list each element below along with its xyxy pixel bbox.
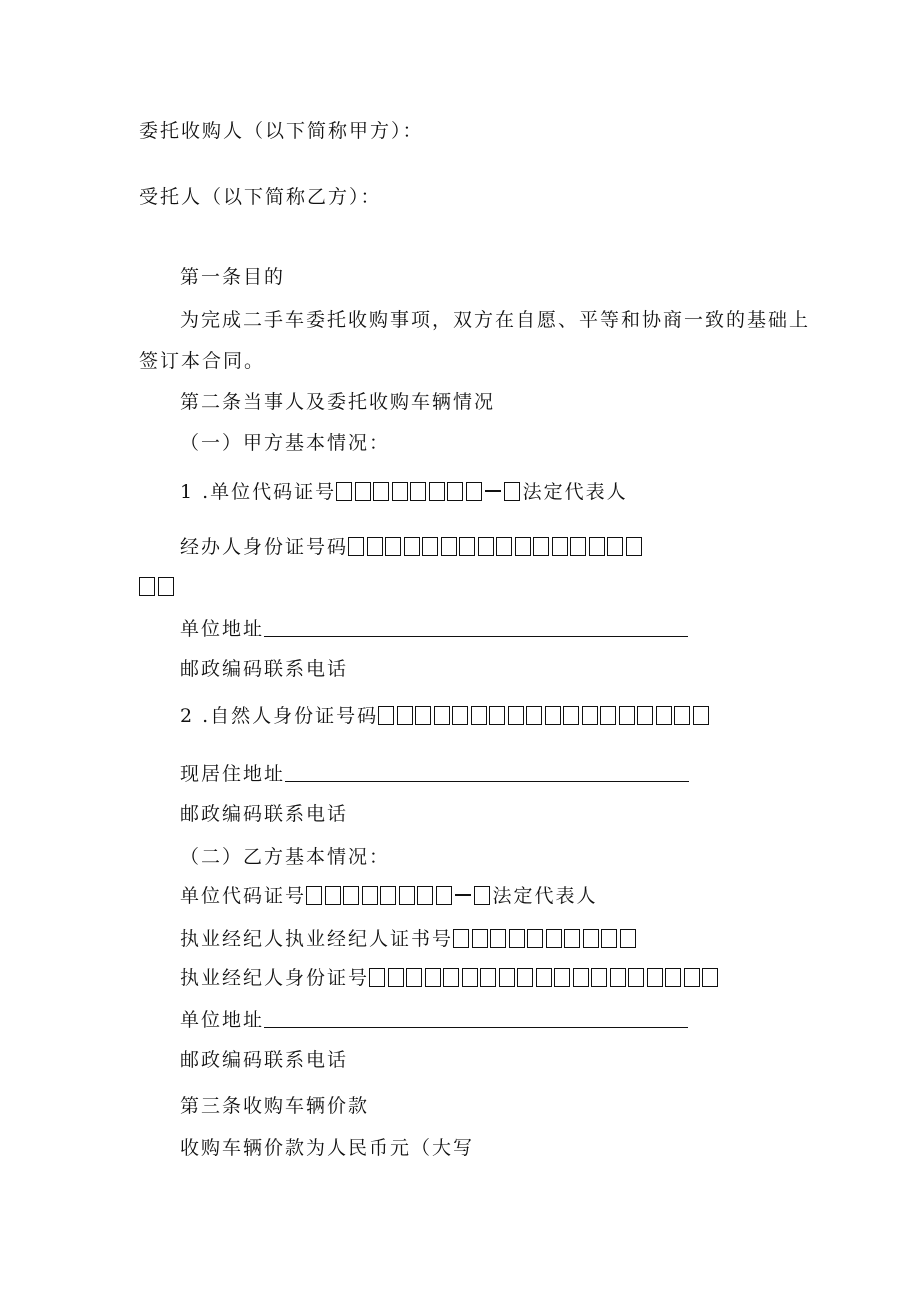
party-a-org-code-boxes [336,480,523,504]
article2-title: 第二条当事人及委托收购车辆情况 [180,391,496,413]
party-a-address-row [180,617,688,641]
article1-body-line2: 签订本合同。 [139,350,266,372]
party-b-broker-cert-row [180,927,638,951]
party-b-postal-phone: 邮政编码联系电话 [180,1049,349,1071]
article1-body-line1: 为完成二手车委托收购事项，双方在自愿、平等和协商一致的基础上 [180,309,811,331]
party-b-broker-cert-label: 执业经纪人执业经纪人证书号 [180,928,454,950]
agent-field [139,185,382,209]
party-b-broker-id-row [180,966,721,990]
party-a-person-id-boxes [378,704,711,728]
party-a-address-label: 单位地址 [180,618,265,640]
party-b-broker-id-label: 执业经纪人身份证号 [180,967,370,989]
party-a-person-id-row [180,704,711,728]
party-a-handler-id-boxes-cont [139,575,176,599]
party-a-postal-phone2: 邮政编码联系电话 [180,803,349,825]
party-a-handler-id-boxes [348,535,644,559]
party-b-address-blank [264,1009,688,1028]
party-a-residence-blank [285,763,689,782]
party-a-residence-label: 现居住地址 [180,763,286,785]
party-b-address-row [180,1008,688,1032]
party-a-person-id-label: 2 .自然人身份证号码 [180,705,379,727]
party-b-broker-id-boxes [369,966,721,990]
party-b-org-code-label: 单位代码证号 [180,885,307,907]
party-a-org-code-label: 1 .单位代码证号 [180,481,337,503]
party-a-handler-id-label: 经办人身份证号码 [180,536,349,558]
article3-body: 收购车辆价款为人民币元（大写 [180,1137,475,1159]
article1-title: 第一条目的 [180,266,286,288]
article3-title: 第三条收购车辆价款 [180,1095,370,1117]
party-b-legal-rep-label: 法定代表人 [492,885,598,907]
party-b-heading: （二）乙方基本情况： [180,846,391,868]
party-b-org-code-row [180,884,598,908]
party-b-org-code-boxes [306,884,493,908]
party-a-org-code-row [180,480,628,504]
party-a-postal-phone: 邮政编码联系电话 [180,658,349,680]
party-a-address-blank [264,618,688,637]
client-field [139,119,424,143]
party-b-broker-cert-boxes [453,927,638,951]
party-b-address-label: 单位地址 [180,1009,265,1031]
party-a-legal-rep-label: 法定代表人 [522,481,628,503]
party-a-residence-row [180,762,689,786]
party-a-heading: （一）甲方基本情况： [180,432,391,454]
party-a-handler-id-row [180,535,644,559]
agent-label: 受托人（以下简称乙方）： [139,186,382,208]
client-label: 委托收购人（以下简称甲方）： [139,120,424,142]
